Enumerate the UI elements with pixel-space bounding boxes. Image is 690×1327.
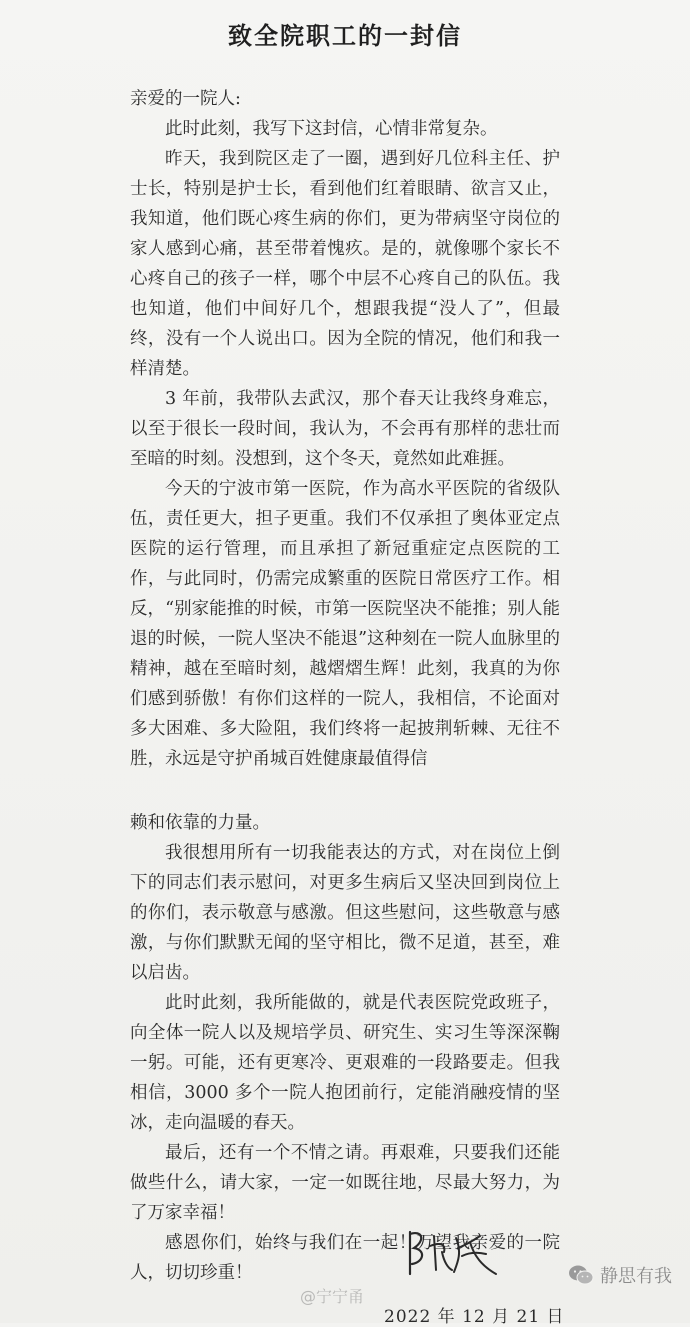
paragraph: 我很想用所有一切我能表达的方式，对在岗位上倒下的同志们表示慰问，对更多生病后又坚决回到岗位上的你们，表示敬意与感激。但这些慰问，这些敬意与感激，与你们默默无闻的坚守相比，微不足道，甚至，难以启齿。 <box>130 843 560 983</box>
signature-icon <box>400 1222 510 1282</box>
handwritten-signature <box>400 1222 510 1282</box>
paragraph: 今天的宁波市第一医院，作为高水平医院的省级队伍，责任更大，担子更重。我们不仅承担了奥体亚定点医院的运行管理，而且承担了新冠重症定点医院的工作，与此同时，仍需完成繁重的医院日常医疗工作。相反，“别家能推的时候，市第一医院坚决不能推；别人能退的时候，一院人坚决不能退”这种刻在一院人血脉里的精神，越在至暗时刻，越熠熠生辉！此刻，我真的为你们感到骄傲！有你们这样的一院人，我相信，不论面对多大困难、多大险阻，我们终将一起披荆斩棘、无往不胜，永远是守护甬城百姓健康最值得信 <box>130 479 560 769</box>
weibo-watermark <box>300 1284 364 1307</box>
paragraph: 昨天，我到院区走了一圈，遇到好几位科主任、护士长，特别是护士长，看到他们红着眼睛、欲言又止，我知道，他们既心疼生病的你们，更为带病坚守岗位的家人感到心痛，甚至带着愧疚。是的，就像哪个家长不心疼自己的孩子一样，哪个中层不心疼自己的队伍。我也知道，他们中间好几个，想跟我提“没人了”，但最终，没有一个人说出口。因为全院的情况，他们和我一样清楚。 <box>130 149 560 379</box>
letter-date: 2022 年 12 月 21 日 <box>384 1307 565 1327</box>
wechat-watermark <box>568 1262 672 1288</box>
paragraph: 感恩你们，始终与我们在一起！万望我亲爱的一院人，切切珍重！ <box>130 1233 560 1283</box>
letter-body <box>130 84 560 1288</box>
paragraph: 此时此刻，我写下这封信，心情非常复杂。 <box>165 119 498 139</box>
weibo-watermark-text: @宁宁甬 <box>300 1287 365 1306</box>
wechat-icon <box>568 1264 594 1286</box>
salutation: 亲爱的一院人: <box>130 89 241 109</box>
paragraph: 此时此刻，我所能做的，就是代表医院党政班子，向全体一院人以及规培学员、研究生、实习生等深深鞠一躬。可能，还有更寒冷、更艰难的一段路要走。但我相信，3000 多个一院人抱团前行，定能消融疫情的坚冰，走向温暖的春天。 <box>130 993 560 1133</box>
wechat-watermark-text: 静思有我 <box>600 1266 672 1287</box>
paragraph: 3 年前，我带队去武汉，那个春天让我终身难忘，以至于很长一段时间，我认为，不会再有那样的悲壮而至暗的时刻。没想到，这个冬天，竟然如此难捱。 <box>130 389 560 469</box>
paragraph: 最后，还有一个不情之请。再艰难，只要我们还能做些什么，请大家，一定一如既往地，尽最大努力，为了万家幸福！ <box>130 1143 560 1223</box>
letter-title: 致全院职工的一封信 <box>228 21 462 50</box>
paragraph-continuation: 赖和依靠的力量。 <box>130 813 270 833</box>
